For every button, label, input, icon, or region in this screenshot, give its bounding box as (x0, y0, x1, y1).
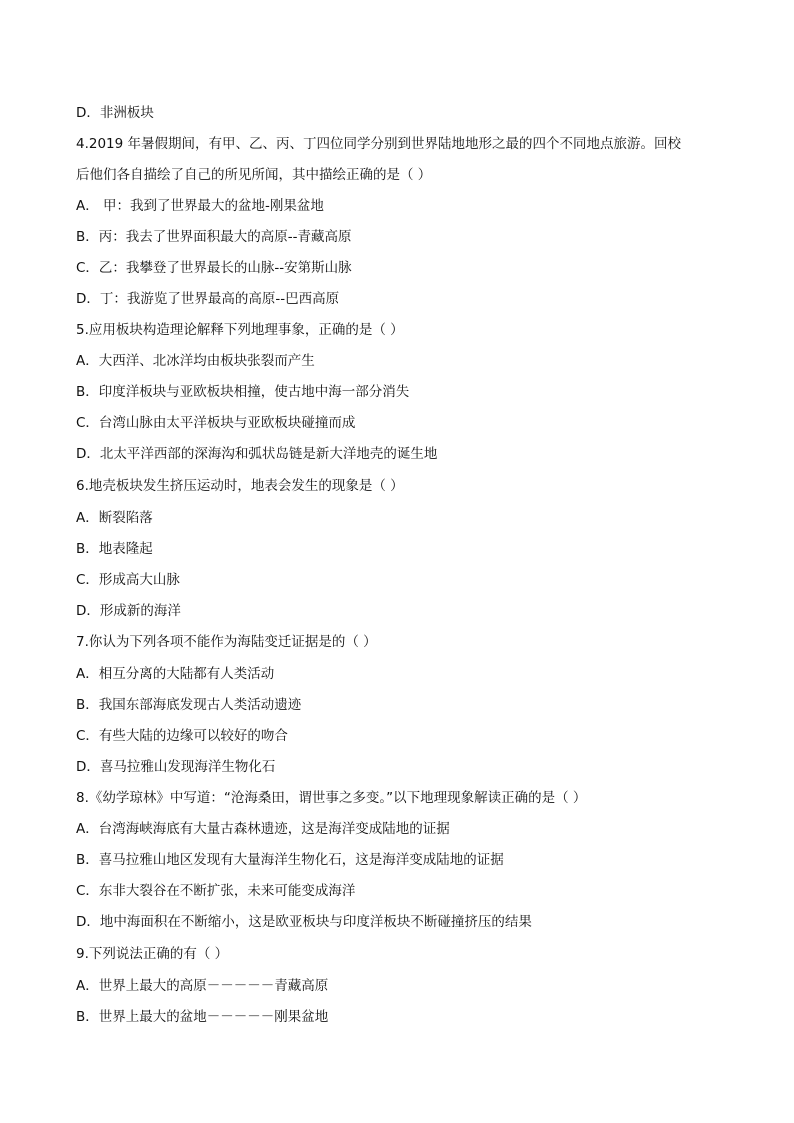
q7-option-d: D．喜马拉雅山发现海洋生物化石 (76, 759, 276, 775)
q8-stem: 8.《幼学琼林》中写道：“沧海桑田，谓世事之多变。”以下地理现象解读正确的是（ ） (76, 790, 587, 806)
q6-option-c: C．形成高大山脉 (76, 572, 180, 588)
q4-option-c: C．乙：我攀登了世界最长的山脉--安第斯山脉 (76, 260, 352, 276)
q6-stem: 6.地壳板块发生挤压运动时，地表会发生的现象是（ ） (76, 478, 404, 494)
q4-option-b: B．丙：我去了世界面积最大的高原--青藏高原 (76, 229, 352, 245)
q4-option-d: D．丁：我游览了世界最高的高原--巴西高原 (76, 291, 340, 307)
q7-option-a: A．相互分离的大陆都有人类活动 (76, 666, 275, 682)
q8-option-d: D．地中海面积在不断缩小，这是欧亚板块与印度洋板块不断碰撞挤压的结果 (76, 914, 532, 930)
q7-option-c: C．有些大陆的边缘可以较好的吻合 (76, 728, 288, 744)
q5-option-b: B．印度洋板块与亚欧板块相撞，使古地中海一部分消失 (76, 384, 410, 400)
q4-stem-line-1: 4.2019 年暑假期间，有甲、乙、丙、丁四位同学分别到世界陆地地形之最的四个不同地点旅游。回校 (76, 136, 682, 152)
q6-option-d: D．形成新的海洋 (76, 603, 181, 619)
q5-option-c: C．台湾山脉由太平洋板块与亚欧板块碰撞而成 (76, 415, 356, 431)
q7-option-b: B．我国东部海底发现古人类活动遗迹 (76, 697, 302, 713)
q4-option-a: A． 甲：我到了世界最大的盆地-刚果盆地 (76, 198, 324, 214)
q9-stem: 9.下列说法正确的有（ ） (76, 946, 229, 962)
q7-stem: 7.你认为下列各项不能作为海陆变迁证据是的（ ） (76, 634, 377, 650)
q8-option-a: A．台湾海峡海底有大量古森林遗迹，这是海洋变成陆地的证据 (76, 821, 450, 837)
q3-option-d: D．非洲板块 (76, 105, 154, 121)
q8-option-b: B．喜马拉雅山地区发现有大量海洋生物化石，这是海洋变成陆地的证据 (76, 852, 504, 868)
q5-stem: 5.应用板块构造理论解释下列地理事象，正确的是（ ） (76, 322, 404, 338)
q4-stem-line-2: 后他们各自描绘了自己的所见所闻，其中描绘正确的是（ ） (76, 167, 432, 183)
q9-option-b: B．世界上最大的盆地－－－－－刚果盆地 (76, 1009, 329, 1025)
q9-option-a: A．世界上最大的高原－－－－－青藏高原 (76, 978, 329, 994)
q5-option-d: D．北太平洋西部的深海沟和弧状岛链是新大洋地壳的诞生地 (76, 446, 438, 462)
q6-option-a: A．断裂陷落 (76, 510, 153, 526)
q6-option-b: B．地表隆起 (76, 541, 153, 557)
q8-option-c: C．东非大裂谷在不断扩张，未来可能变成海洋 (76, 883, 356, 899)
q5-option-a: A．大西洋、北冰洋均由板块张裂而产生 (76, 353, 315, 369)
